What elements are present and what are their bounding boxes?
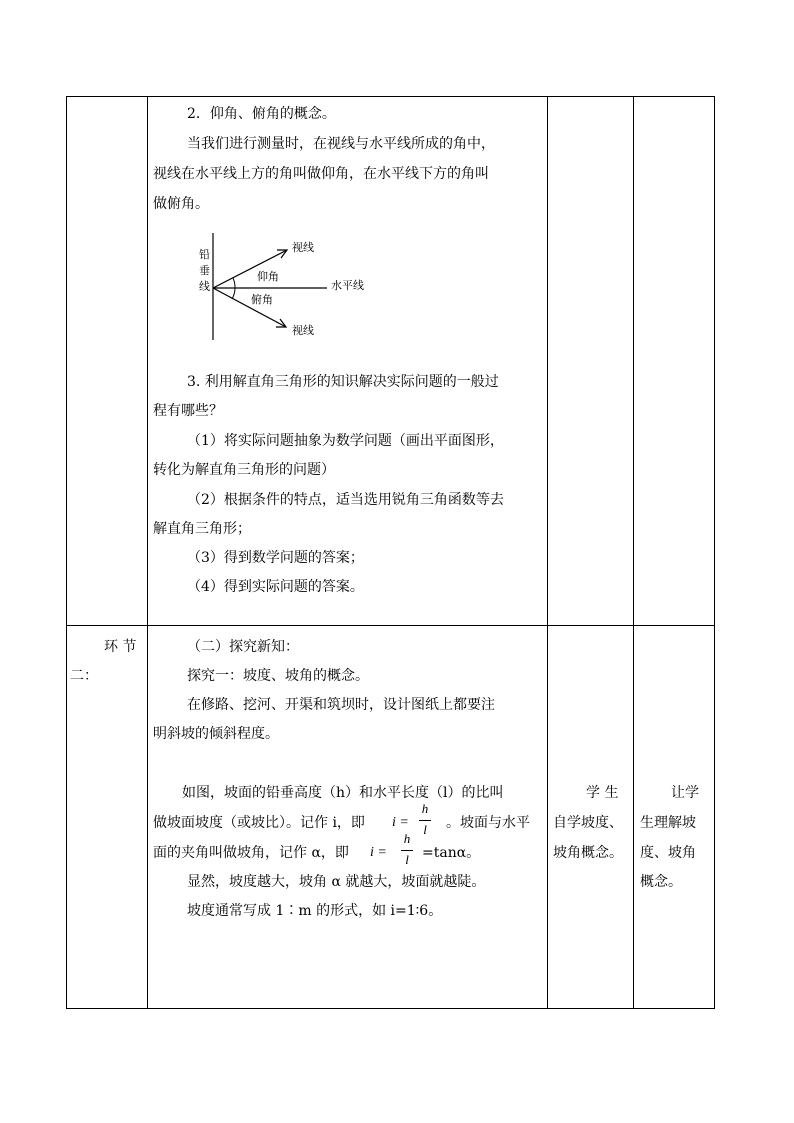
item2-line-3: 做俯角。 [153,196,209,212]
item3-line-1: 3. 利用解直角三角形的知识解决实际问题的一般过 [187,374,499,390]
step4: （4）得到实际问题的答案。 [187,579,364,595]
sight-line-down [213,288,286,327]
heading-explore: （二）探究新知： [187,639,299,655]
horizontal-label: 水平线 [331,279,364,292]
item2-line-2: 视线在水平线上方的角叫做仰角，在水平线下方的角叫 [153,166,489,182]
table-col-divider-3 [633,96,634,1009]
definition-line-2b: 。坡面与水平 [446,815,530,831]
fraction-h-over-l-2 [401,831,413,871]
fraction-denominator: l [423,822,427,837]
step1-line-1: （1）将实际问题抽象为数学问题（画出平面图形， [187,433,504,449]
student-activity-line-3: 坡角概念。 [553,845,623,861]
intro-line-1: 在修路、挖河、开渠和筑坝时，设计图纸上都要注 [187,697,495,713]
formula-i-2: i = [370,845,387,860]
table-col-divider-2 [547,96,548,1009]
step2-line-1: （2）根据条件的特点，适当选用锐角三角函数等去 [187,492,504,508]
vertical-label-1: 铅 [199,248,210,261]
fraction-numerator: h [421,801,429,816]
explore1-title: 探究一：坡度、坡角的概念。 [187,668,369,684]
student-activity-line-2: 自学坡度、 [553,815,623,831]
depression-arc [232,288,235,299]
intro-line-2: 明斜坡的倾斜程度。 [153,726,279,742]
section-label-1: 环 节 [104,639,137,655]
angle-diagram [195,228,395,343]
design-intent-line-1: 让学 [671,785,699,801]
table-border-top [66,96,715,97]
depression-label: 俯角 [251,293,273,306]
student-activity-line-1: 学 生 [586,785,619,801]
table-border-right [714,96,715,1009]
step3: （3）得到数学问题的答案； [187,550,364,566]
elevation-label: 仰角 [257,270,279,283]
definition-line-3a: 面的夹角叫做坡角，记作 α，即 [153,845,349,861]
elevation-arc [233,278,235,288]
item2-line-1: 当我们进行测量时，在视线与水平线所成的角中， [187,136,495,152]
design-intent-line-3: 度、坡角 [640,845,696,861]
table-row-divider [66,625,715,626]
definition-line-3b: =tanα。 [422,845,481,861]
definition-line-1: 如图，坡面的铅垂高度（h）和水平长度（l）的比叫 [182,785,504,801]
definition-line-2a: 做坡面坡度（或坡比）。记作 i，即 [153,815,365,831]
formula-i-1: i = [392,815,409,830]
fraction-numerator: h [403,831,411,846]
fraction-bar [401,850,413,851]
sight-down-label: 视线 [292,324,314,337]
fraction-h-over-l-1 [419,801,431,841]
table-border-left [66,96,67,1009]
sight-up-label: 视线 [292,241,314,254]
design-intent-line-4: 概念。 [640,874,682,890]
section-label-2: 二： [70,668,98,684]
item2-title: 2．仰角、俯角的概念。 [187,106,336,122]
fraction-denominator: l [405,852,409,867]
step1-line-2: 转化为解直角三角形的问题） [153,462,335,478]
fraction-bar [419,820,431,821]
vertical-label-2: 垂 [199,264,210,277]
conclusion-line: 显然，坡度越大，坡角 α 就越大，坡面就越陡。 [187,874,486,890]
table-col-divider-1 [147,96,148,1009]
table-border-bottom [66,1008,715,1009]
vertical-label-3: 线 [199,280,210,293]
item3-line-2: 程有哪些？ [153,403,223,419]
design-intent-line-2: 生理解坡 [640,815,696,831]
notation-line: 坡度通常写成 1∶m 的形式，如 i=1∶6。 [187,903,443,919]
step2-line-2: 解直角三角形； [153,521,251,537]
